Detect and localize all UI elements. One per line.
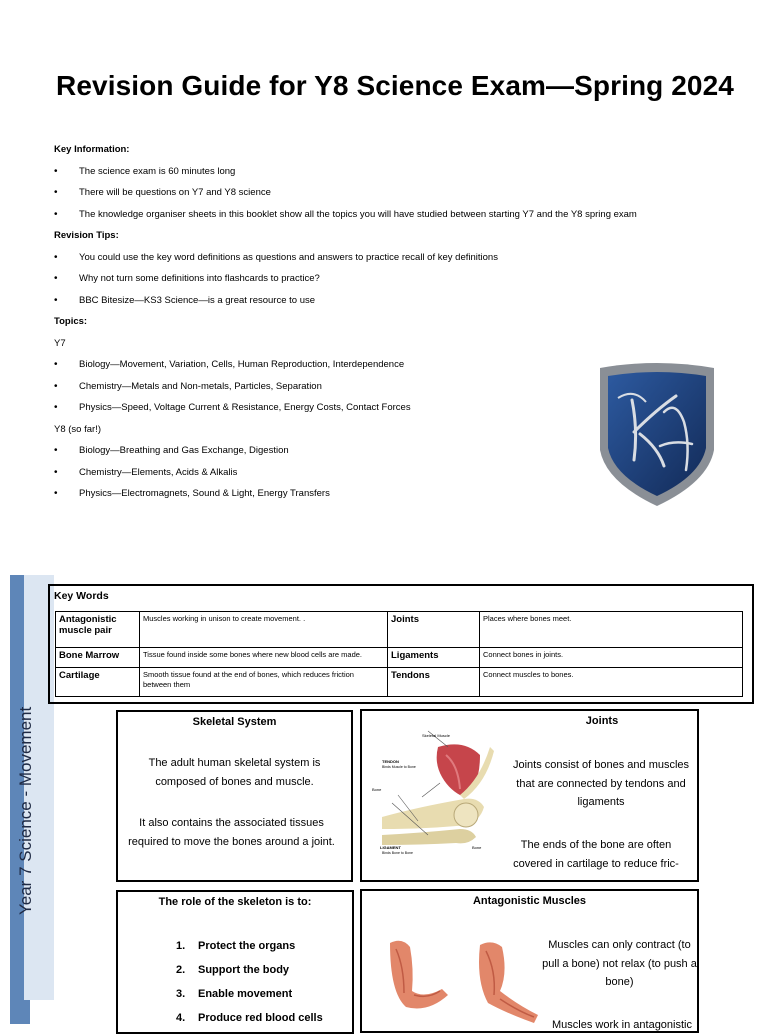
skeletal-system-title: Skeletal System	[192, 716, 277, 728]
list-text: Produce red blood cells	[198, 1012, 323, 1024]
y8-topic-bullet: • Biology—Breathing and Gas Exchange, Digestion	[54, 444, 704, 466]
antagonistic-arm-diagram	[368, 933, 538, 1029]
key-word-definition: Connect bones in joints.	[480, 648, 743, 668]
diagram-label-bone-left: Bone	[372, 787, 382, 792]
table-row	[56, 648, 743, 668]
key-word-definition: Smooth tissue found at the end of bones, which reduces friction between them	[140, 668, 388, 697]
revision-tip-bullet: • BBC Bitesize—KS3 Science—is a great resource to use	[54, 294, 704, 316]
y7-topic-bullet: • Physics—Speed, Voltage Current & Resistance, Energy Costs, Contact Forces	[54, 401, 704, 423]
key-word-term: Antagonistic muscle pair	[56, 612, 140, 648]
list-text: Support the body	[198, 964, 290, 976]
joints-title: Joints	[585, 715, 619, 727]
diagram-label-ligament-sub: Binds Bone to Bone	[382, 851, 413, 855]
list-item	[118, 940, 352, 964]
key-word-definition: Muscles working in unison to create movement. .	[140, 612, 388, 648]
list-item	[118, 988, 352, 1012]
joints-box	[360, 709, 699, 882]
key-word-term: Cartilage	[56, 668, 140, 697]
key-word-term: Ligaments	[388, 648, 480, 668]
diagram-label-ligament: LIGAMENT	[380, 845, 401, 850]
y8-topic-bullet: • Chemistry—Elements, Acids & Alkalis	[54, 466, 704, 488]
list-number: 4.	[176, 1012, 186, 1024]
sidebar-topic-label: Year 7 Science - Movement	[16, 706, 35, 915]
role-of-skeleton-box	[116, 890, 354, 1034]
key-words-title: Key Words	[54, 590, 109, 602]
diagram-label-bone-right: Bone	[472, 845, 482, 850]
list-text: Protect the organs	[198, 940, 296, 952]
skeletal-system-text-1: The adult human skeletal system is composed of bones and muscle.	[148, 757, 321, 788]
table-row	[56, 668, 743, 697]
list-number: 3.	[176, 988, 186, 1000]
key-word-term: Tendons	[388, 668, 480, 697]
list-text: Enable movement	[198, 988, 293, 1000]
diagram-label-muscle: Skeletal Muscle	[422, 733, 451, 738]
y8-label: Y8 (so far!)	[54, 423, 101, 435]
revision-tip-bullet: • You could use the key word definitions as questions and answers to practice recall of key definitions	[54, 251, 704, 273]
role-list	[118, 940, 352, 1036]
revision-tips-heading: Revision Tips:	[54, 230, 119, 241]
key-word-definition: Connect muscles to bones.	[480, 668, 743, 697]
y7-label: Y7	[54, 337, 66, 349]
antagonistic-muscles-box	[360, 889, 699, 1033]
key-information-heading: Key Information:	[54, 144, 130, 155]
y7-topic-bullet: • Biology—Movement, Variation, Cells, Human Reproduction, Interdependence	[54, 358, 704, 380]
role-title: The role of the skeleton is to:	[158, 896, 312, 908]
page-title: Revision Guide for Y8 Science Exam—Spring 2024	[56, 70, 734, 101]
diagram-label-tendon-sub: Binds Muscle to Bone	[382, 765, 416, 769]
key-info-bullet: • The knowledge organiser sheets in this booklet show all the topics you will have studied between starting Y7 and the Y8 spring exam	[54, 208, 704, 230]
revision-tip-bullet: • Why not turn some definitions into flashcards to practice?	[54, 272, 704, 294]
key-word-definition: Places where bones meet.	[480, 612, 743, 648]
key-word-definition: Tissue found inside some bones where new blood cells are made.	[140, 648, 388, 668]
skeletal-system-box	[116, 710, 353, 882]
antagonistic-text-2: Muscles work in antagonistic	[551, 1019, 692, 1031]
key-word-term: Joints	[388, 612, 480, 648]
antagonistic-text-1: Muscles can only contract (to pull a bone) not relax (to push a bone)	[542, 939, 697, 988]
key-words-table	[55, 611, 743, 697]
list-item	[118, 964, 352, 988]
joints-text-2: The ends of the bone are often covered in cartilage to reduce fric-	[513, 839, 679, 870]
list-number: 1.	[176, 940, 186, 952]
topics-heading: Topics:	[54, 316, 88, 327]
skeletal-system-text-2: It also contains the associated tissues required to move the bones around a joint.	[128, 817, 335, 848]
list-number: 2.	[176, 964, 186, 976]
y8-topic-bullet: • Physics—Electromagnets, Sound & Light, Energy Transfers	[54, 487, 704, 509]
table-row	[56, 612, 743, 648]
joints-text-1: Joints consist of bones and muscles that are connected by tendons and ligaments	[512, 759, 690, 808]
key-word-term: Bone Marrow	[56, 648, 140, 668]
key-info-bullet: • The science exam is 60 minutes long	[54, 165, 704, 187]
y7-topic-bullet: • Chemistry—Metals and Non-metals, Particles, Separation	[54, 380, 704, 402]
key-info-bullet: • There will be questions on Y7 and Y8 science	[54, 186, 704, 208]
list-item	[118, 1012, 352, 1036]
elbow-joint-diagram	[368, 725, 498, 865]
diagram-label-tendon: TENDON	[382, 759, 399, 764]
antagonistic-title: Antagonistic Muscles	[472, 895, 587, 907]
school-crest-logo	[594, 360, 720, 510]
